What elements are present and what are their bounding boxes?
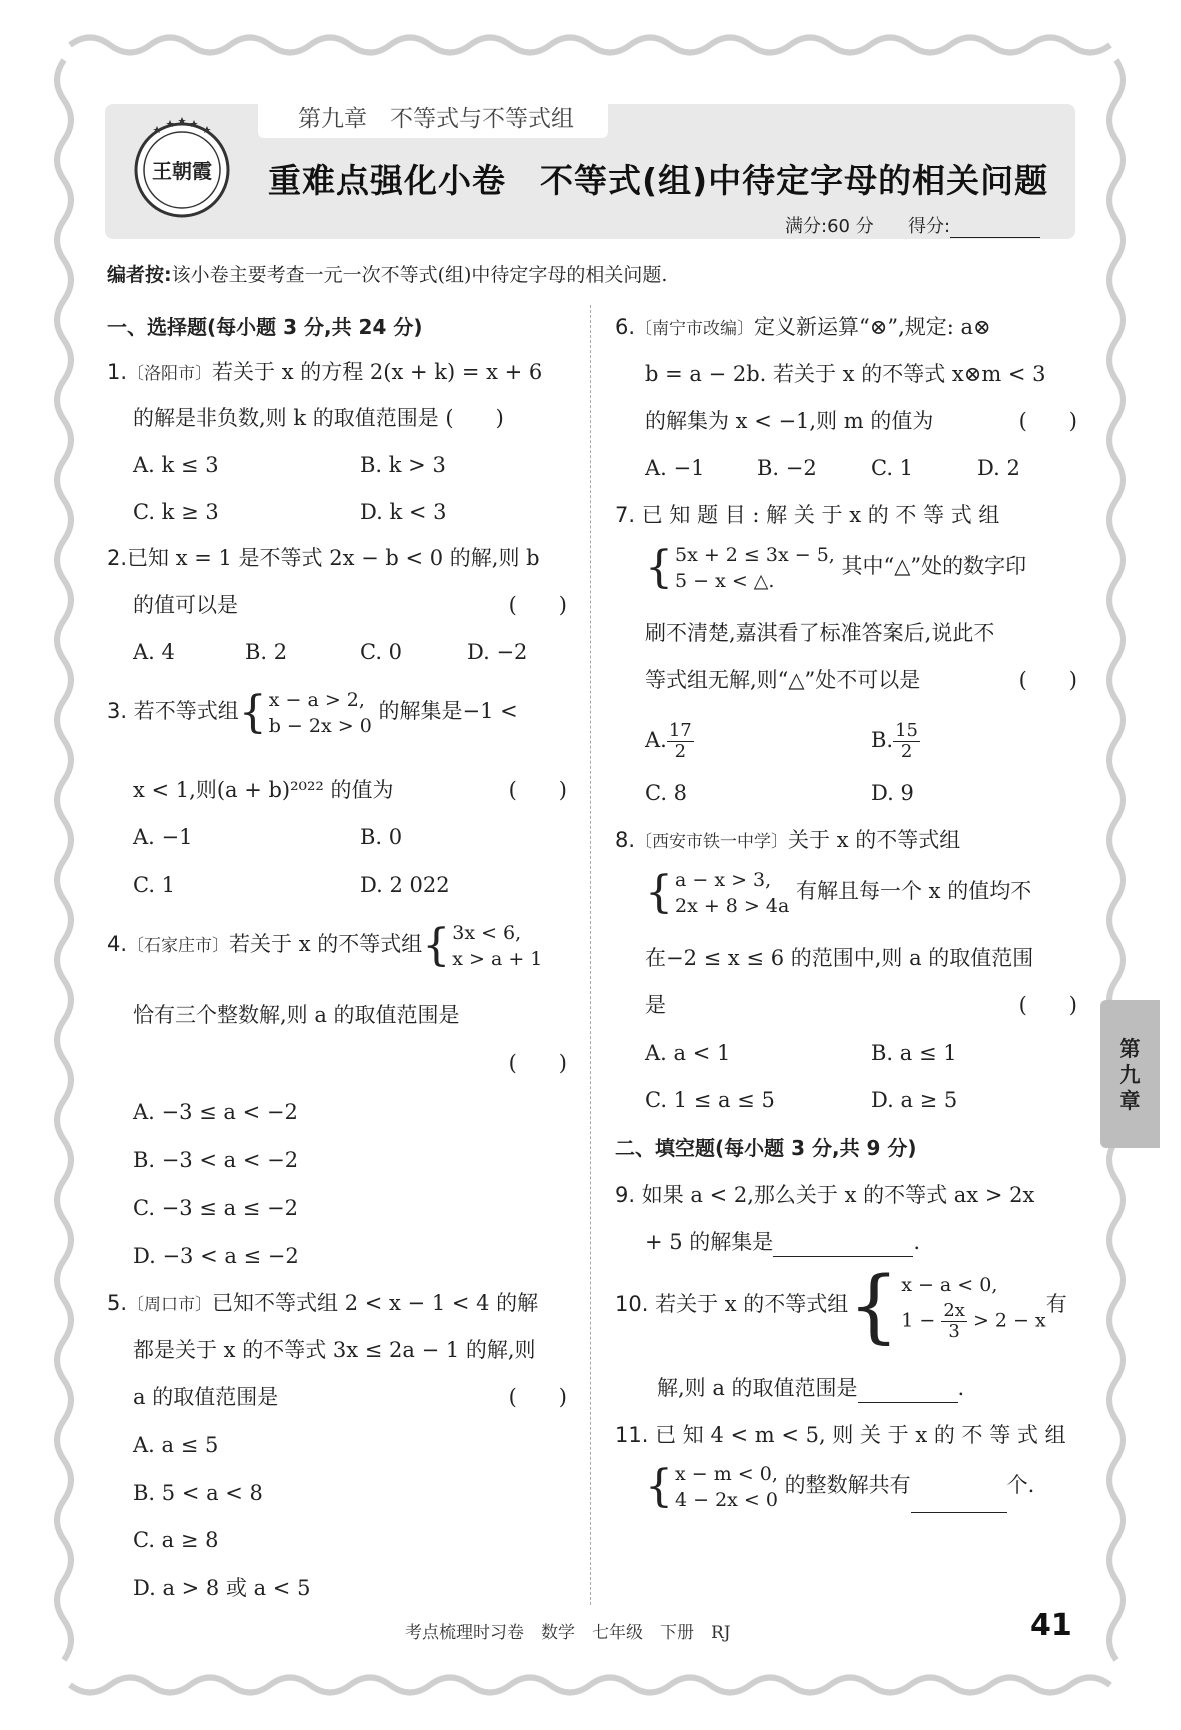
- q8-line3: 在−2 ≤ x ≤ 6 的范围中,则 a 的取值范围: [645, 946, 1034, 970]
- q11-system: x − m < 0, 4 − 2x < 0: [675, 1462, 778, 1511]
- q10-system: x − a < 0, 1 − $\frac{2x}{3}$ > 2 − x: [901, 1274, 1046, 1342]
- q1-line2: 的解是非负数,则 k 的取值范围是 ( ): [133, 406, 504, 430]
- section-choice-title: 一、选择题(每小题 3 分,共 24 分): [107, 315, 423, 339]
- q8-line2: { a − x > 3, 2x + 8 > 4a 有解且每一个 x 的值均不: [645, 866, 1032, 918]
- q2-line2: 的值可以是 ( ): [133, 593, 567, 617]
- q7-option-a[interactable]: A. $\frac{17}{2}$: [645, 720, 692, 762]
- q7-line1: 7. 已 知 题 目 : 解 关 于 x 的 不 等 式 组: [615, 503, 1000, 527]
- q11-answer-blank[interactable]: [911, 1492, 1007, 1513]
- q9-answer-blank[interactable]: [773, 1236, 913, 1257]
- q6-line3: 的解集为 x < −1,则 m 的值为 ( ): [645, 409, 1077, 433]
- q6-option-d[interactable]: D. 2: [977, 456, 1020, 480]
- q1-option-c[interactable]: C. k ≥ 3: [133, 500, 219, 524]
- q8-option-c[interactable]: C. 1 ≤ a ≤ 5: [645, 1088, 775, 1112]
- q10-line1: 10. 若关于 x 的不等式组{ x − a < 0, 1 − $\frac{2x}{3}$ > 2 − x有: [615, 1258, 1067, 1352]
- q2-option-a[interactable]: A. 4: [133, 640, 175, 664]
- q3-system: x − a > 2, b − 2x > 0: [268, 688, 372, 737]
- q7-option-c[interactable]: C. 8: [645, 781, 688, 805]
- q1-option-d[interactable]: D. k < 3: [360, 500, 447, 524]
- q8-option-a[interactable]: A. a < 1: [645, 1041, 731, 1065]
- q9-line1: 9. 如果 a < 2,那么关于 x 的不等式 ax > 2x: [615, 1183, 1035, 1207]
- q6-line1: 6.〔南宁市改编〕定义新运算“⊗”,规定: a⊗: [615, 315, 991, 339]
- q3-option-b[interactable]: B. 0: [360, 825, 403, 849]
- q5-option-a[interactable]: A. a ≤ 5: [133, 1433, 219, 1457]
- page-title: 重难点强化小卷 不等式(组)中待定字母的相关问题: [268, 161, 1049, 200]
- svg-text:王朝霞: 王朝霞: [152, 159, 212, 183]
- chapter-side-tab: 第九章: [1100, 1000, 1160, 1148]
- q2-option-c[interactable]: C. 0: [360, 640, 403, 664]
- q8-option-b[interactable]: B. a ≤ 1: [871, 1041, 957, 1065]
- q2-option-b[interactable]: B. 2: [245, 640, 288, 664]
- q11-line2: { x − m < 0, 4 − 2x < 0 的整数解共有 个.: [645, 1460, 1035, 1512]
- q4-option-d[interactable]: D. −3 < a ≤ −2: [133, 1244, 299, 1268]
- q5-option-b[interactable]: B. 5 < a < 8: [133, 1481, 263, 1505]
- q9-line2: + 5 的解集是 .: [645, 1227, 920, 1257]
- score-blank[interactable]: [950, 221, 1040, 238]
- editor-note-label: 编者按:: [107, 264, 172, 286]
- q1-option-a[interactable]: A. k ≤ 3: [133, 453, 219, 477]
- q4-line2: 恰有三个整数解,则 a 的取值范围是: [133, 1003, 460, 1027]
- q7-line3: 刷不清楚,嘉淇看了标准答案后,说此不: [645, 621, 995, 645]
- q7-line2: { 5x + 2 ≤ 3x − 5, 5 − x < △. 其中“△”处的数字印: [645, 541, 1027, 593]
- q3-line2: x < 1,则(a + b)²⁰²² 的值为 ( ): [133, 778, 567, 802]
- q1-option-b[interactable]: B. k > 3: [360, 453, 446, 477]
- full-score: 满分:60 分: [785, 216, 874, 237]
- q2-line1: 2.已知 x = 1 是不等式 2x − b < 0 的解,则 b: [107, 546, 540, 570]
- q5-line2: 都是关于 x 的不等式 3x ≤ 2a − 1 的解,则: [133, 1338, 536, 1362]
- q5-option-d[interactable]: D. a > 8 或 a < 5: [133, 1576, 311, 1600]
- q1-line1: 1.〔洛阳市〕若关于 x 的方程 2(x + k) = x + 6: [107, 360, 543, 384]
- column-divider: [590, 305, 591, 1605]
- q4-option-a[interactable]: A. −3 ≤ a < −2: [133, 1100, 298, 1124]
- q2-option-d[interactable]: D. −2: [467, 640, 528, 664]
- footer-text: 考点梳理时习卷 数学 七年级 下册 RJ: [405, 1623, 731, 1643]
- q7-b-fraction: $\frac{15}{2}$: [895, 720, 919, 762]
- q3-option-a[interactable]: A. −1: [133, 825, 193, 849]
- q4-line1: 4.〔石家庄市〕若关于 x 的不等式组{ 3x < 6, x > a + 1: [107, 919, 543, 971]
- q6-option-a[interactable]: A. −1: [645, 456, 705, 480]
- q6-option-b[interactable]: B. −2: [757, 456, 817, 480]
- q7-option-b[interactable]: B. $\frac{15}{2}$: [871, 720, 919, 762]
- q6-line2: b = a − 2b. 若关于 x 的不等式 x⊗m < 3: [645, 362, 1046, 386]
- q7-a-fraction: $\frac{17}{2}$: [668, 720, 692, 762]
- q5-option-c[interactable]: C. a ≥ 8: [133, 1528, 219, 1552]
- q7-system: 5x + 2 ≤ 3x − 5, 5 − x < △.: [675, 543, 835, 592]
- q5-line3: a 的取值范围是 ( ): [133, 1385, 567, 1409]
- score-label: 得分:: [908, 216, 951, 237]
- q3-option-c[interactable]: C. 1: [133, 873, 176, 897]
- q8-option-d[interactable]: D. a ≥ 5: [871, 1088, 958, 1112]
- q4-option-c[interactable]: C. −3 ≤ a ≤ −2: [133, 1196, 298, 1220]
- q5-line1: 5.〔周口市〕已知不等式组 2 < x − 1 < 4 的解: [107, 1291, 539, 1315]
- q8-system: a − x > 3, 2x + 8 > 4a: [675, 868, 790, 917]
- editor-note: [107, 260, 667, 287]
- editor-note-text: 该小卷主要考查一元一次不等式(组)中待定字母的相关问题.: [171, 264, 668, 286]
- q4-option-b[interactable]: B. −3 < a < −2: [133, 1148, 299, 1172]
- chapter-label: 第九章 不等式与不等式组: [258, 100, 608, 138]
- q6-option-c[interactable]: C. 1: [871, 456, 914, 480]
- q3-option-d[interactable]: D. 2 022: [360, 873, 450, 897]
- page-number: 41: [1030, 1608, 1072, 1643]
- q11-line1: 11. 已 知 4 < m < 5, 则 关 于 x 的 不 等 式 组: [615, 1423, 1066, 1447]
- q4-system: 3x < 6, x > a + 1: [452, 921, 543, 970]
- q7-line4: 等式组无解,则“△”处不可以是 ( ): [645, 668, 1077, 692]
- score-line: [785, 212, 1040, 238]
- q10-answer-blank[interactable]: [858, 1382, 958, 1403]
- q10-line2: 解,则 a 的取值范围是 .: [657, 1373, 964, 1403]
- q3-line1: 3. 若不等式组{ x − a > 2, b − 2x > 0 的解集是−1 <: [107, 686, 518, 738]
- publisher-logo-seal: [127, 112, 237, 222]
- q8-line1: 8.〔西安市铁一中学〕关于 x 的不等式组: [615, 828, 961, 852]
- q7-option-d[interactable]: D. 9: [871, 781, 914, 805]
- q8-line4: 是 ( ): [645, 993, 1077, 1017]
- section-fill-title: 二、填空题(每小题 3 分,共 9 分): [615, 1136, 917, 1160]
